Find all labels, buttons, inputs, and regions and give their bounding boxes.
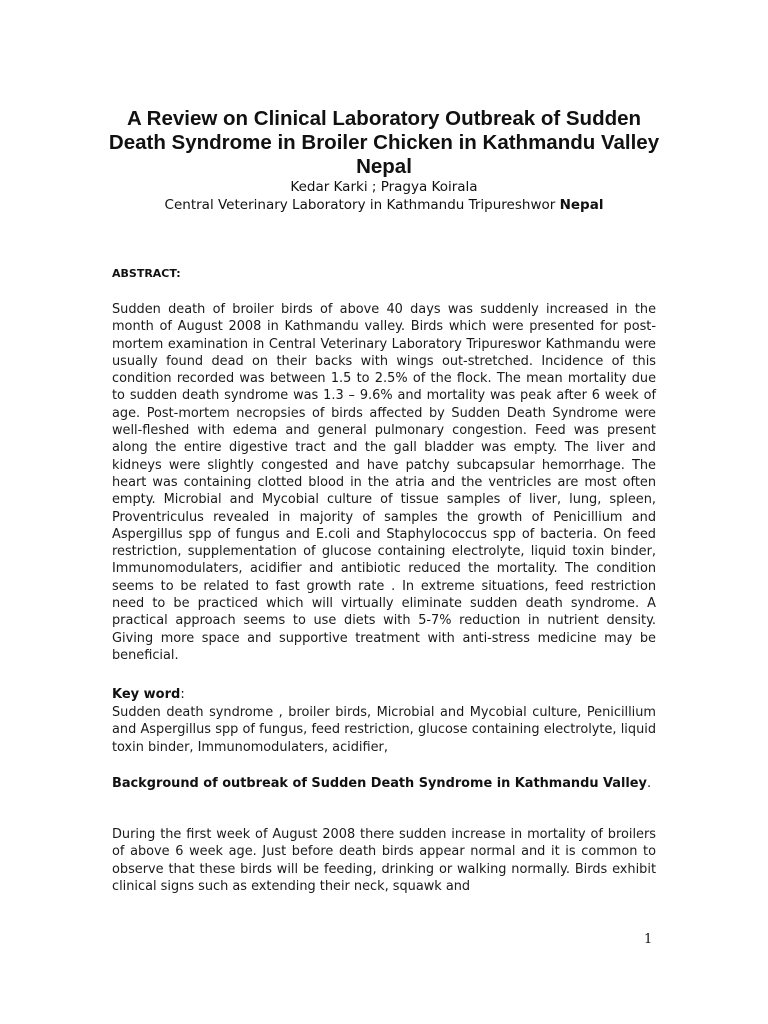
keywords-paragraph: Sudden death syndrome , broiler birds, Microbial and Mycobial culture, Penicillium and Aspergillus spp of fungus, feed restriction, glucose containing electrolyte, liquid toxin binder, Immunomodulaters, acidifier,	[112, 705, 656, 755]
affiliation-text: Central Veterinary Laboratory in Kathmandu Tripureshwor	[164, 197, 560, 213]
affiliation-country: Nepal	[559, 197, 604, 213]
abstract-paragraph: Sudden death of broiler birds of above 40 days was suddenly increased in the month of August 2008 in Kathmandu valley. Birds which were presented for post-mortem examination in Central Veterinary Laboratory Tripureswor Kathmandu were usually found dead on their backs with wings out-stretched. Incidence of this condition recorded was between 1.5 to 2.5% of the flock. The mean mortality due to sudden death syndrome was 1.3 – 9.6% and mortality was peak after 6 week of age. Post-mortem necropsies of birds affected by Sudden Death Syndrome were well-fleshed with edema and general pulmonary congestion. Feed was present along the entire digestive tract and the gall bladder was empty. The liver and kidneys were slightly congested and have patchy subcapsular hemorrhage. The heart was containing clotted blood in the atria and the ventricles are most often empty. Microbial and Mycobial culture of tissue samples of liver, lung, spleen, Proventriculus revealed in majority of samples the growth of Penicillium and Aspergillus spp of fungus and E.coli and Staphylococcus spp of bacteria. On feed restriction, supplementation of glucose containing electrolyte, liquid toxin binder, Immunomodulaters, acidifier and antibiotic reduced the mortality. The condition seems to be related to fast growth rate . In extreme situations, feed restriction need to be practiced which will virtually eliminate sudden death syndrome. A practical approach seems to use diets with 5-7% reduction in nutrient density. Giving more space and supportive treatment with anti-stress medicine may be beneficial.	[112, 302, 656, 663]
background-paragraph: During the first week of August 2008 there sudden increase in mortality of broilers of above 6 week age. Just before death birds appear normal and it is common to observe that these birds will be feeding, drinking or walking normally. Birds exhibit clinical signs such as extending their neck, squawk and	[112, 827, 656, 894]
author-list: Kedar Karki ; Pragya Koirala	[290, 179, 478, 195]
affiliation	[100, 196, 668, 214]
background-heading-label: Background of outbreak of Sudden Death Syndrome in Kathmandu Valley	[112, 776, 647, 791]
keyword-heading-label: Key word	[112, 687, 181, 702]
keyword-heading	[112, 686, 185, 703]
paper-title: A Review on Clinical Laboratory Outbreak of Sudden Death Syndrome in Broiler Chicken in Kathmandu Valley Nepal	[108, 107, 660, 178]
keyword-heading-colon: :	[180, 687, 185, 702]
page-number: 1	[644, 932, 653, 947]
abstract-heading: ABSTRACT:	[112, 267, 181, 280]
background-heading-period: .	[646, 776, 652, 791]
background-heading	[112, 775, 672, 792]
